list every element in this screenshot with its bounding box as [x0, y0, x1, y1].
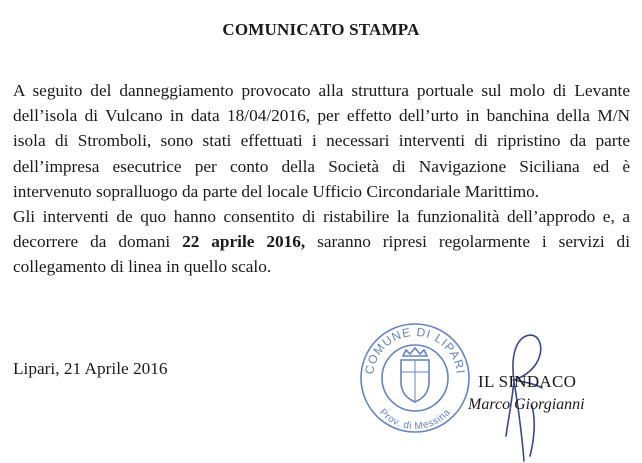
paragraph-2-line-2-end: saranno ripresi regolarmente i servizi di	[305, 232, 631, 252]
stamp-top-text: COMUNE DI LIPARI	[362, 324, 468, 376]
signatory-title: IL SINDACO	[478, 372, 577, 391]
place-and-date: Lipari, 21 Aprile 2016	[13, 359, 168, 378]
handwritten-signature	[484, 326, 560, 463]
stamp-bottom-text: Prov. di Messina	[376, 406, 454, 433]
highlighted-date: 22 aprile 2016,	[182, 232, 306, 252]
paragraph-2-line-2	[13, 229, 630, 254]
document-title: COMUNICATO STAMPA	[222, 20, 420, 39]
paragraph-2-line-1: Gli interventi de quo hanno consentito di ristabilire la funzionalità dell’approdo e, a	[13, 207, 630, 227]
paragraph-2-line-3: collegamento di linea in quello scalo.	[13, 257, 272, 277]
signatory-name: Marco Giorgianni	[468, 396, 585, 413]
body-text	[13, 78, 630, 280]
municipal-stamp	[356, 316, 474, 436]
paragraph-1-line-1: A seguito del danneggiamento provocato alla struttura portuale sul molo di Levante	[13, 81, 630, 100]
paragraph-1-line-5: intervenuto sopralluogo da parte del locale Ufficio Circondariale Marittimo.	[13, 181, 540, 201]
paragraph-1-line-4: dell’impresa esecutrice per conto della Società di Navigazione Siciliana ed è	[13, 156, 630, 176]
paragraph-2-line-2-start: decorrere da domani	[13, 232, 183, 252]
paragraph-1-line-2: dell’isola di Vulcano in data 18/04/2016, per effetto dell’urto in banchina della M/N	[13, 106, 630, 126]
paragraph-1-line-3: isola di Stromboli, sono stati effettuati i necessari interventi di ripristino da parte	[13, 131, 630, 151]
